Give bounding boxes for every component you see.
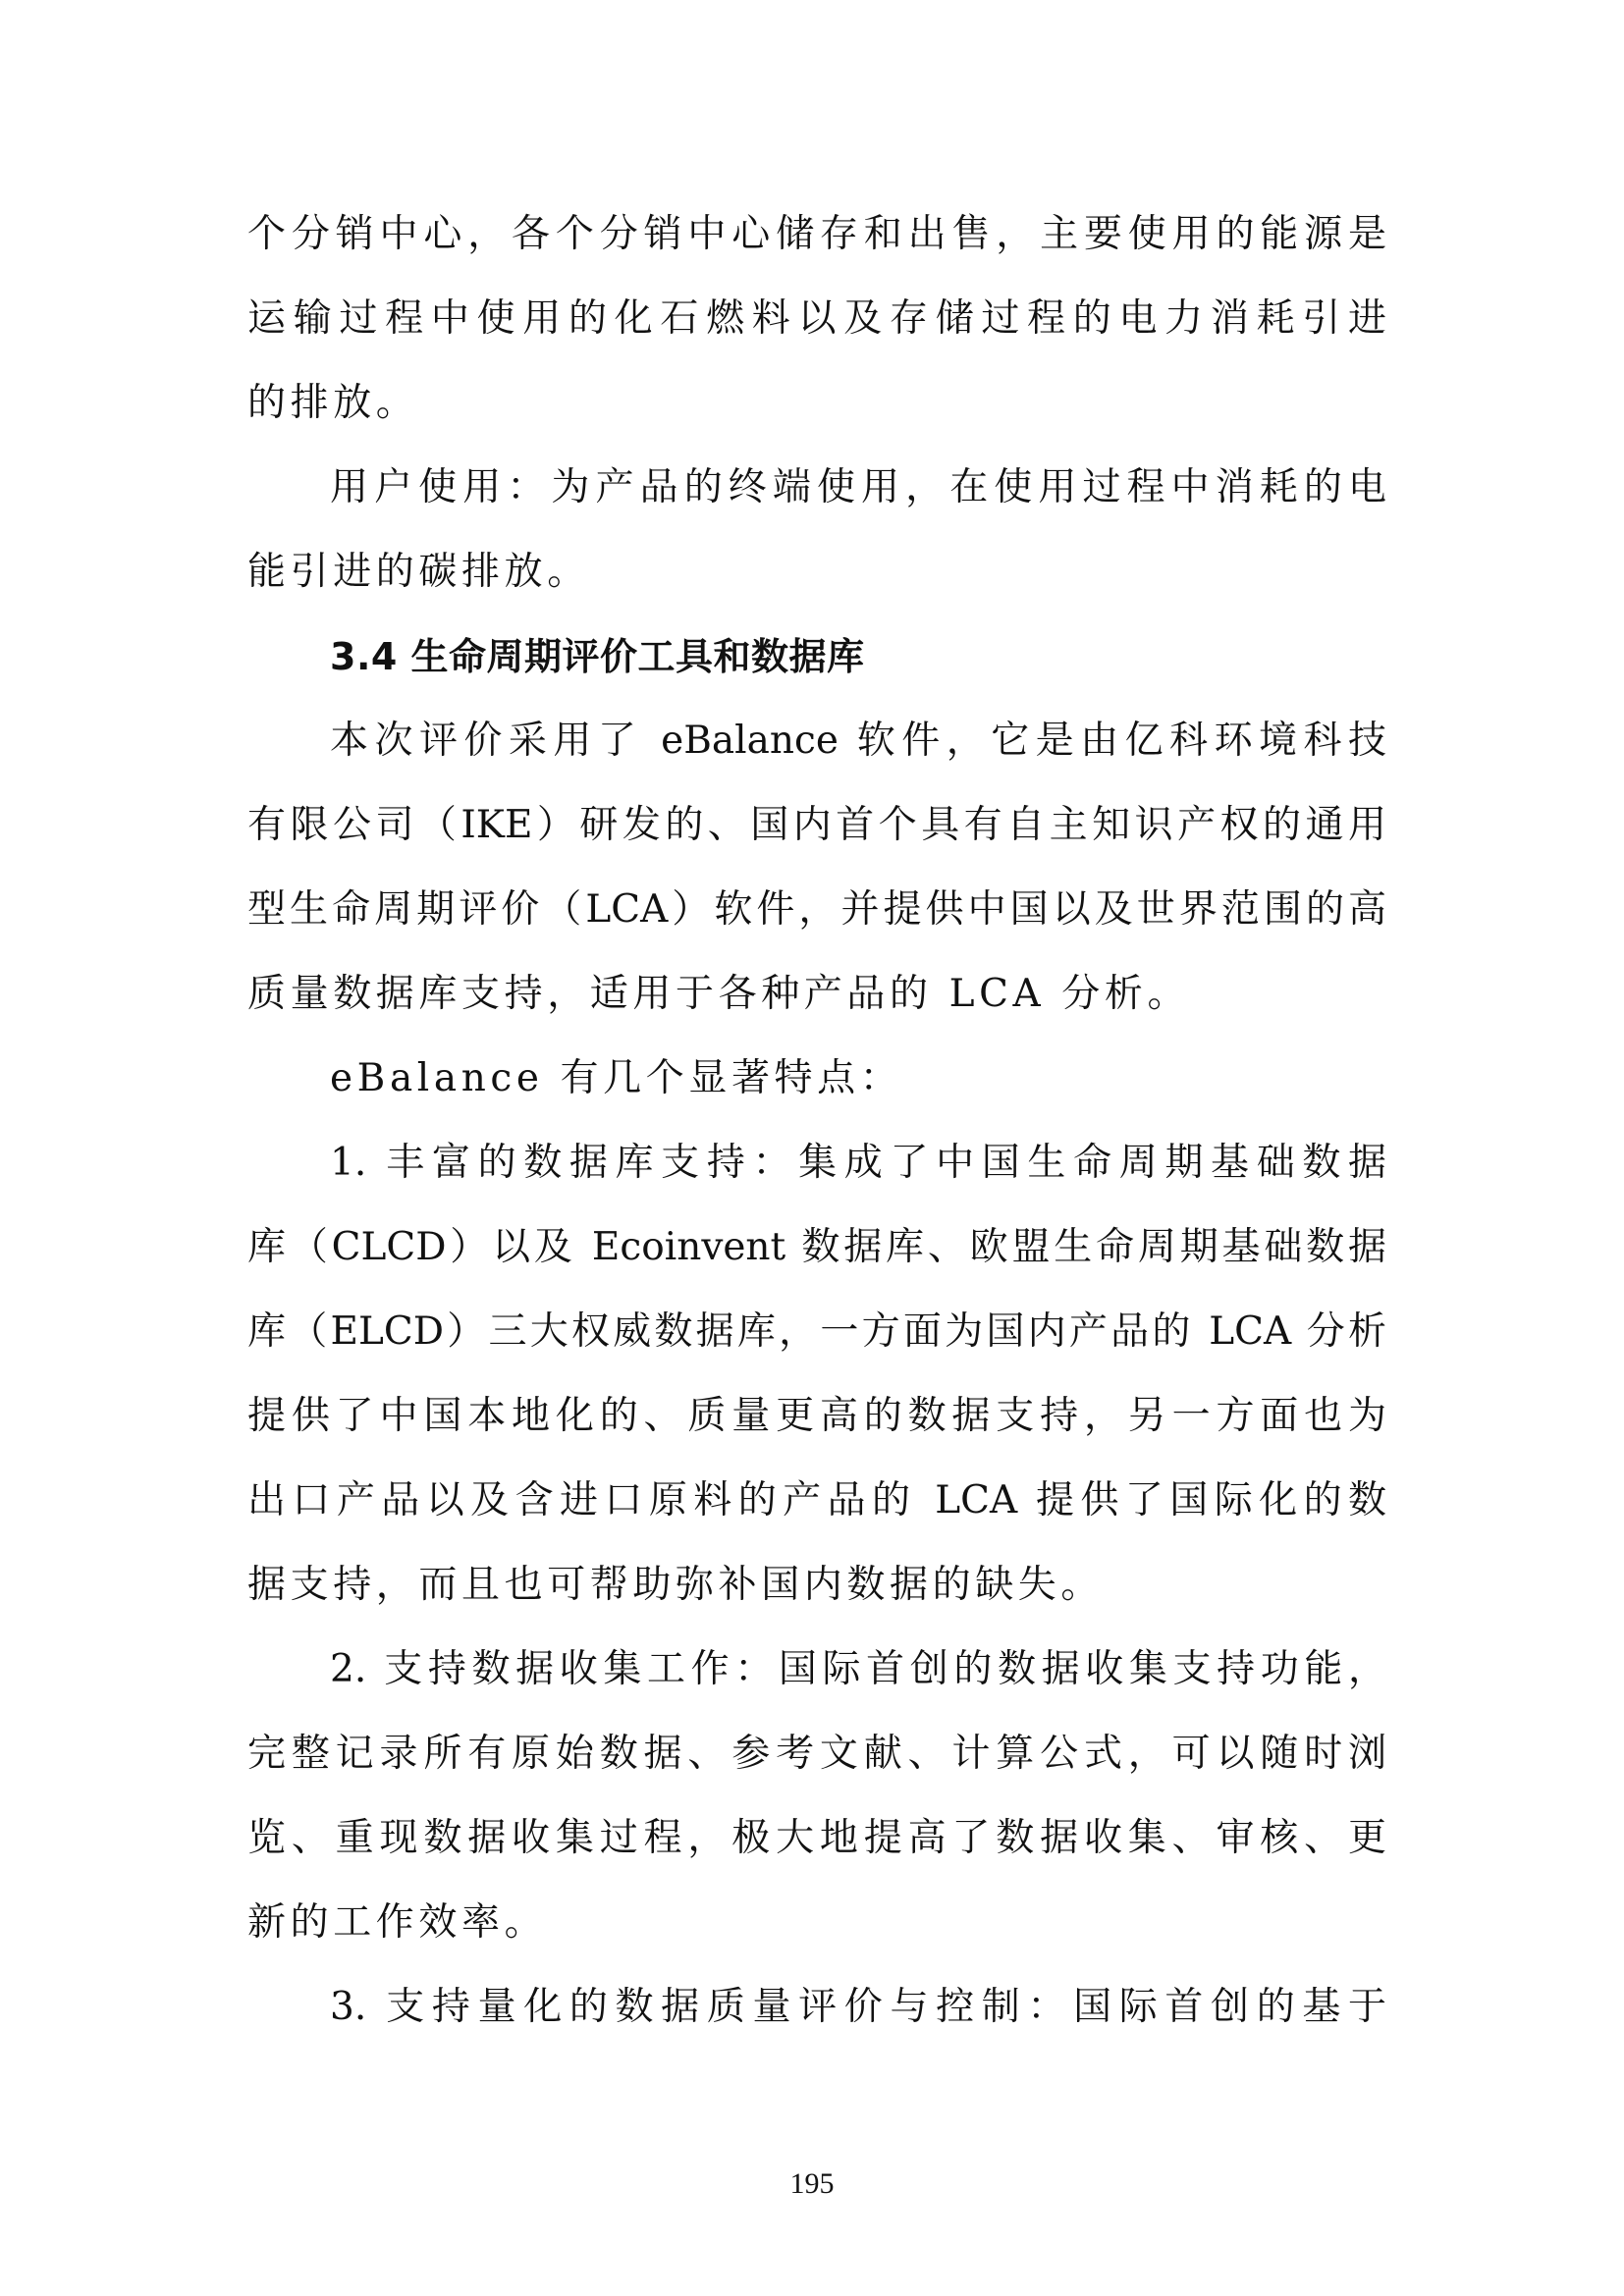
list-item-line: 完整记录所有原始数据、参考文献、计算公式，可以随时浏 [247,1732,1386,1776]
paragraph-line: 运输过程中使用的化石燃料以及存储过程的电力消耗引进 [247,296,1386,341]
paragraph-line: eBalance 有几个显著特点： [330,1056,903,1100]
body-text [247,192,1386,2050]
section-heading: 3.4 生命周期评价工具和数据库 [330,635,865,678]
list-item-line: 2. 支持数据收集工作：国际首创的数据收集支持功能， [330,1647,1386,1691]
paragraph-line: 能引进的碳排放。 [247,550,590,594]
paragraph-line: 本次评价采用了 eBalance 软件，它是由亿科环境科技 [330,719,1386,763]
list-item-line: 3. 支持量化的数据质量评价与控制：国际首创的基于 [330,1985,1386,2029]
paragraph-line: 质量数据库支持，适用于各种产品的 LCA 分析。 [247,972,1191,1016]
paragraph-line: 有限公司（IKE）研发的、国内首个具有自主知识产权的通用 [247,803,1386,847]
list-item-line: 库（ELCD）三大权威数据库，一方面为国内产品的 LCA 分析 [247,1309,1386,1354]
paragraph-line: 型生命周期评价（LCA）软件，并提供中国以及世界范围的高 [247,887,1386,932]
paragraph-line: 用户使用：为产品的终端使用，在使用过程中消耗的电 [330,465,1386,509]
list-item-line: 据支持，而且也可帮助弥补国内数据的缺失。 [247,1563,1105,1607]
paragraph-line: 个分销中心，各个分销中心储存和出售，主要使用的能源是 [247,212,1386,256]
list-item-line: 新的工作效率。 [247,1900,548,1945]
list-item-line: 1. 丰富的数据库支持：集成了中国生命周期基础数据 [330,1141,1386,1185]
paragraph-line: 的排放。 [247,381,419,425]
list-item-line: 库（CLCD）以及 Ecoinvent 数据库、欧盟生命周期基础数据 [247,1225,1386,1269]
list-item-line: 提供了中国本地化的、质量更高的数据支持，另一方面也为 [247,1394,1386,1438]
list-item-line: 览、重现数据收集过程，极大地提高了数据收集、审核、更 [247,1816,1386,1860]
page-number: 195 [789,2167,835,2200]
list-item-line: 出口产品以及含进口原料的产品的 LCA 提供了国际化的数 [247,1478,1386,1522]
